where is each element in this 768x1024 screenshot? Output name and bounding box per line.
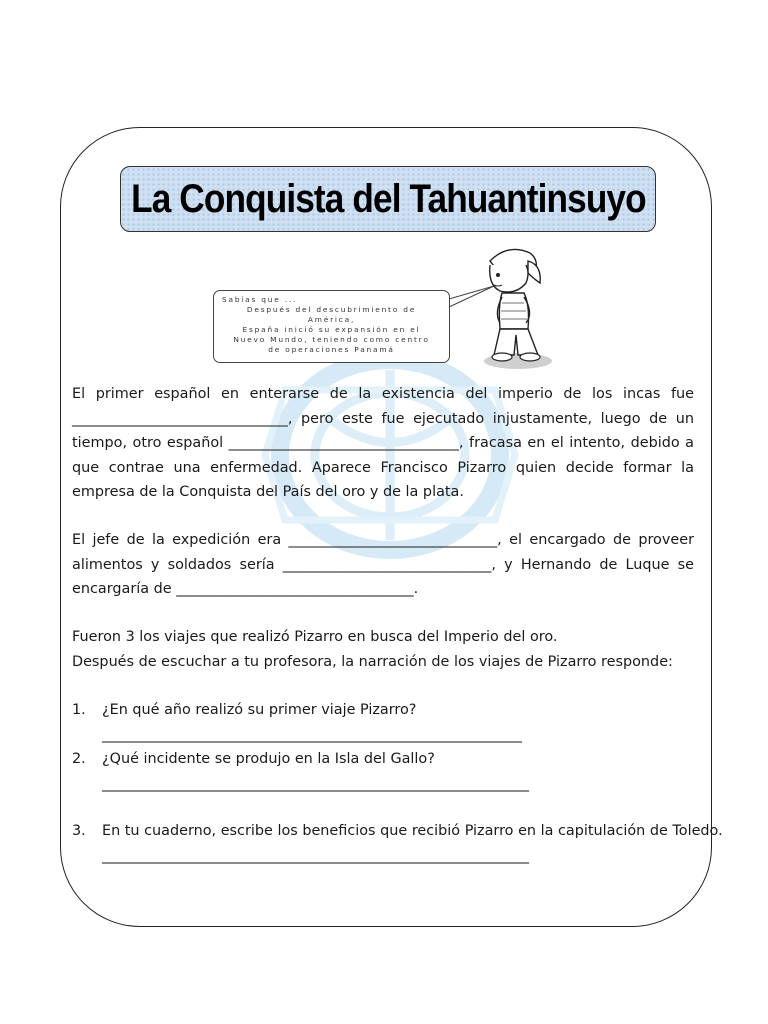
bubble-line: Sabías que ... bbox=[222, 295, 298, 304]
intro-line: Fueron 3 los viajes que realizó Pizarro en busca del Imperio del oro. bbox=[72, 629, 558, 645]
paragraph-2: El jefe de la expedición era _____________________________, el encargado de proveer alimentos y soldados sería _____________________________, y Hernando de Luque se encargaría de _________________________________. bbox=[72, 532, 694, 597]
question-text: ¿En qué año realizó su primer viaje Pizarro? bbox=[102, 702, 417, 718]
bubble-line: de operaciones Panamá bbox=[268, 345, 395, 354]
intro-block bbox=[72, 625, 694, 674]
answer-line[interactable]: _____________________________________________________________ bbox=[102, 847, 529, 864]
question-text: ¿Qué incidente se produjo en la Isla del Gallo? bbox=[102, 751, 435, 767]
bubble-line: Nuevo Mundo, teniendo como centro bbox=[233, 335, 430, 344]
question-2 bbox=[72, 747, 694, 796]
title-banner bbox=[120, 166, 656, 232]
question-number: 3. bbox=[72, 823, 86, 839]
question-number: 1. bbox=[72, 702, 86, 718]
speech-bubble bbox=[213, 290, 450, 363]
paragraph-1-block bbox=[72, 382, 694, 505]
question-text: En tu cuaderno, escribe los beneficios que recibió Pizarro en la capitulación de Toledo. bbox=[102, 823, 723, 839]
intro-line: Después de escuchar a tu profesora, la narración de los viajes de Pizarro responde: bbox=[72, 653, 673, 670]
paragraph-2-block bbox=[72, 528, 694, 602]
page-title: La Conquista del Tahuantinsuyo bbox=[130, 176, 646, 221]
answer-line[interactable]: ____________________________________________________________ bbox=[102, 726, 522, 743]
answer-line[interactable]: _____________________________________________________________ bbox=[102, 775, 529, 792]
bubble-line: España inició su expansión en el bbox=[242, 325, 421, 334]
bubble-line: Después del descubrimiento de América, bbox=[246, 305, 417, 324]
question-3 bbox=[72, 819, 723, 868]
question-1 bbox=[72, 698, 694, 747]
paragraph-1: El primer español en enterarse de la existencia del imperio de los incas fue ______________________________, pero este fue ejecutado injustamente, luego de un tiempo, otro español ________________________________, fracasa en el intento, debido a que contrae una enfermedad. Aparece Francisco Pizarro quien decide formar la empresa de la Conquista del País del oro y de la plata. bbox=[72, 386, 694, 500]
cartoon-boy-with-cap-icon bbox=[478, 243, 558, 373]
question-number: 2. bbox=[72, 751, 86, 767]
